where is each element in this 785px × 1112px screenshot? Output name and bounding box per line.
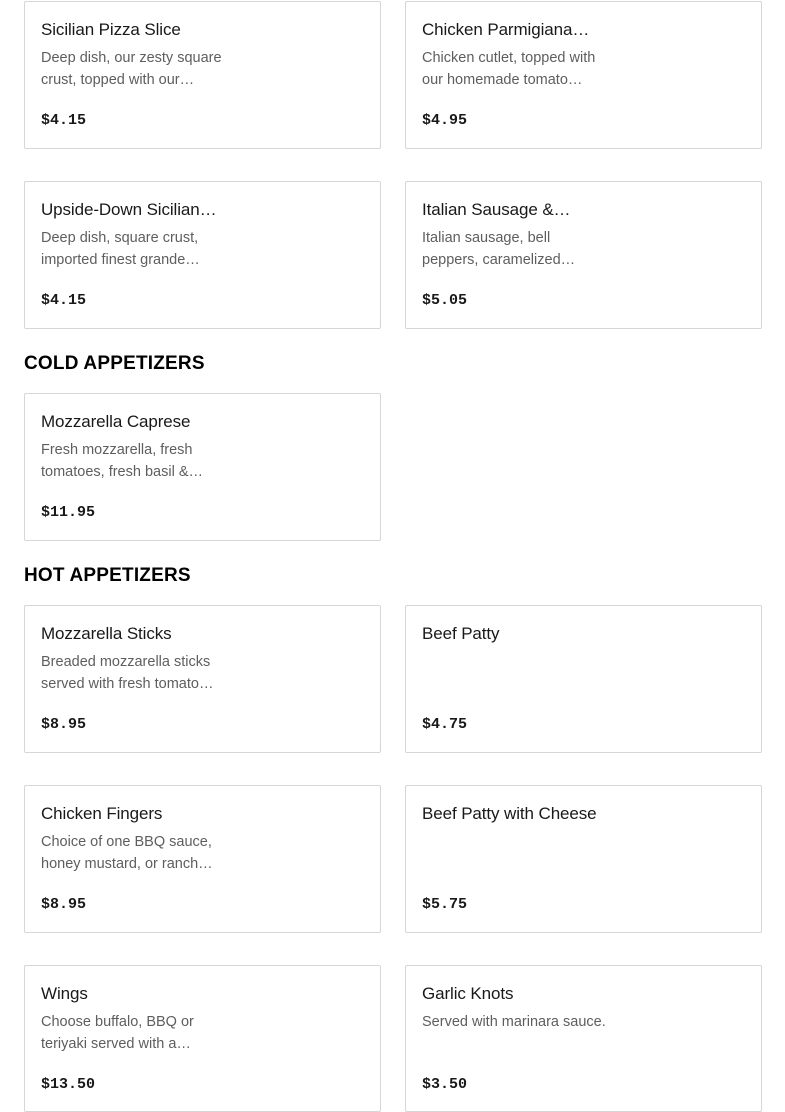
item-name: Italian Sausage &… [422,200,571,219]
item-name: Mozzarella Sticks [41,624,172,643]
item-name: Garlic Knots [422,984,514,1003]
item-price: $8.95 [41,716,87,733]
item-name: Mozzarella Caprese [41,412,191,431]
item-description: Chicken cutlet, topped with our homemade tomato… [422,50,596,88]
item-price: $8.95 [41,896,87,913]
item-name: Chicken Parmigiana… [422,20,590,39]
item-name: Beef Patty [422,624,500,643]
item-name: Sicilian Pizza Slice [41,20,181,39]
item-description: Fresh mozzarella, fresh tomatoes, fresh basil &… [41,442,203,480]
menu-item-card[interactable] [24,181,381,329]
menu-item-card[interactable] [405,965,762,1112]
item-name: Beef Patty with Cheese [422,804,597,823]
menu-item-card[interactable] [24,965,381,1112]
item-price: $4.75 [422,716,468,733]
item-price: $5.05 [422,292,468,309]
menu-item-card[interactable] [405,1,762,149]
menu-item-card[interactable] [24,785,381,933]
item-description: Deep dish, square crust, imported finest grande… [41,230,200,268]
menu-item-card[interactable] [405,181,762,329]
section-title-hot-appetizers: HOT APPETIZERS [24,565,191,586]
item-description: Deep dish, our zesty square crust, topped with our… [41,50,222,88]
item-name: Upside-Down Sicilian… [41,200,217,219]
item-description: Italian sausage, bell peppers, caramelized… [422,230,576,268]
menu-item-card[interactable] [24,605,381,753]
item-price: $4.15 [41,112,87,129]
menu-item-card[interactable] [24,393,381,541]
item-description: Served with marinara sauce. [422,1014,606,1030]
item-description: Choice of one BBQ sauce, honey mustard, or ranch… [41,834,213,872]
item-price: $11.95 [41,504,96,521]
section-title-cold-appetizers: COLD APPETIZERS [24,353,205,374]
item-price: $3.50 [422,1076,468,1093]
item-name: Wings [41,984,88,1003]
menu-item-card[interactable] [405,785,762,933]
item-description: Breaded mozzarella sticks served with fresh tomato… [41,654,214,692]
item-description [422,651,607,695]
item-price: $4.95 [422,112,468,129]
item-price: $13.50 [41,1076,96,1093]
item-price: $5.75 [422,896,468,913]
item-description [422,831,607,875]
item-price: $4.15 [41,292,87,309]
item-name: Chicken Fingers [41,804,163,823]
menu-item-card[interactable] [405,605,762,753]
item-description: Choose buffalo, BBQ or teriyaki served with a… [41,1014,194,1052]
menu-item-card[interactable] [24,1,381,149]
